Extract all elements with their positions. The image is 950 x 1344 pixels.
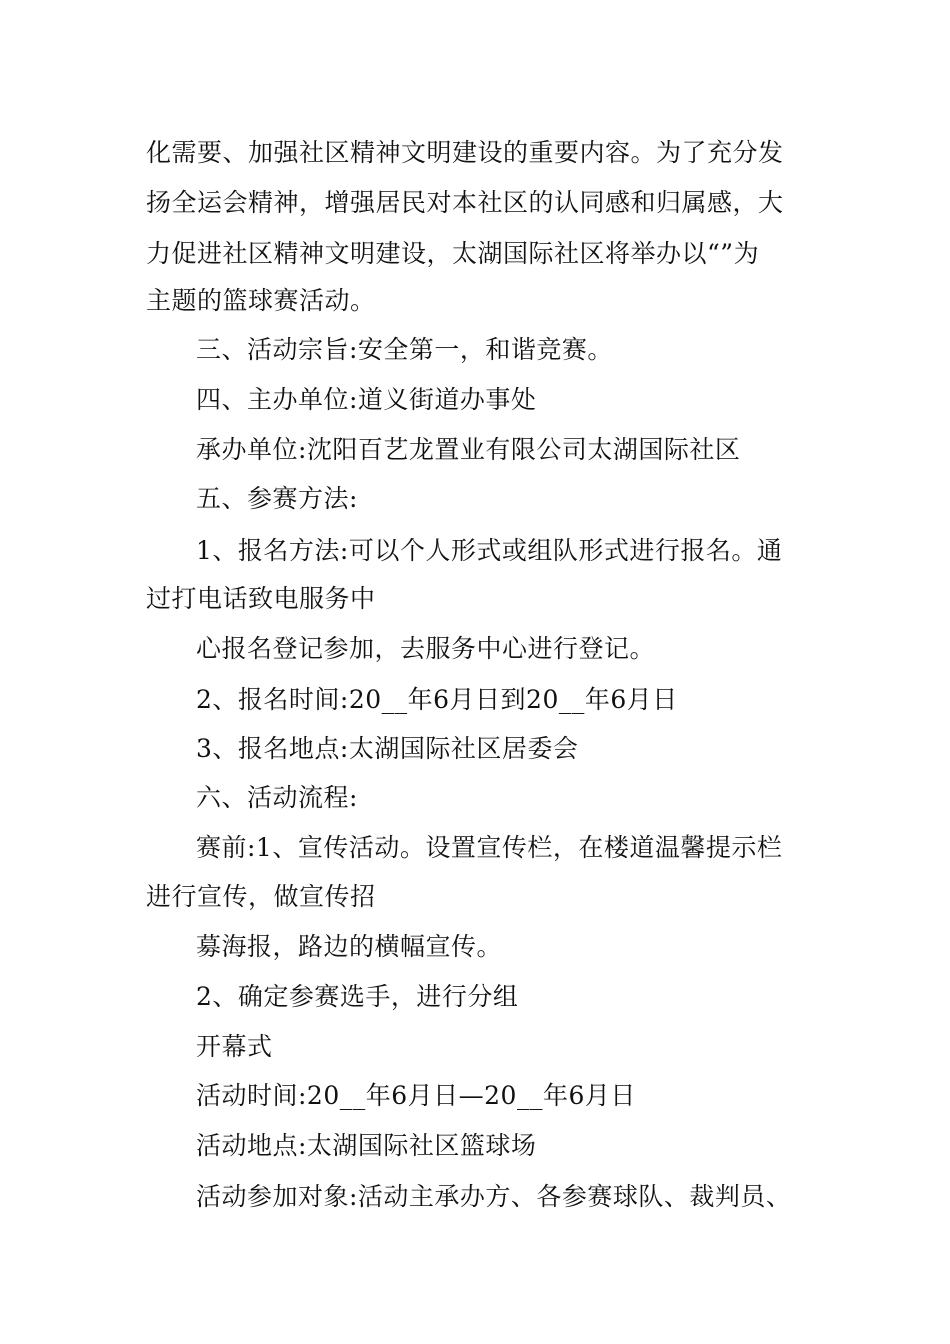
- paragraph-line: 化需要、加强社区精神文明建设的重要内容。为了充分发: [146, 138, 784, 167]
- registration-time-line: 2、报名时间:20__年6月日到20__年6月日: [196, 685, 678, 714]
- activity-place-line: 活动地点:太湖国际社区篮球场: [196, 1131, 537, 1160]
- paragraph-line: 进行宣传，做宣传招: [146, 882, 376, 911]
- section-heading-process: 六、活动流程:: [196, 783, 358, 812]
- paragraph-line: 募海报，路边的横幅宣传。: [196, 932, 503, 961]
- pre-game-line: 赛前:1、宣传活动。设置宣传栏，在楼道温馨提示栏: [196, 833, 783, 862]
- activity-time-line: 活动时间:20__年6月日—20__年6月日: [196, 1081, 636, 1110]
- paragraph-line: 心报名登记参加，去服务中心进行登记。: [196, 634, 656, 663]
- section-heading-method: 五、参赛方法:: [196, 484, 358, 513]
- participants-line: 活动参加对象:活动主承办方、各参赛球队、裁判员、: [196, 1182, 792, 1211]
- section-heading-organizer: 四、主办单位:道义街道办事处: [196, 385, 537, 414]
- section-heading-purpose: 三、活动宗旨:安全第一，和谐竞赛。: [196, 335, 613, 364]
- paragraph-line: 扬全运会精神，增强居民对本社区的认同感和归属感，大: [146, 188, 784, 217]
- co-organizer-line: 承办单位:沈阳百艺龙置业有限公司太湖国际社区: [196, 435, 741, 464]
- grouping-line: 2、确定参赛选手，进行分组: [196, 982, 519, 1011]
- paragraph-line: 过打电话致电服务中: [146, 584, 376, 613]
- registration-method-line: 1、报名方法:可以个人形式或组队形式进行报名。通: [196, 536, 783, 565]
- paragraph-line: 主题的篮球赛活动。: [146, 286, 376, 315]
- opening-ceremony-heading: 开幕式: [196, 1032, 273, 1061]
- registration-place-line: 3、报名地点:太湖国际社区居委会: [196, 734, 579, 763]
- paragraph-line: 力促进社区精神文明建设，太湖国际社区将举办以“”为: [146, 239, 760, 268]
